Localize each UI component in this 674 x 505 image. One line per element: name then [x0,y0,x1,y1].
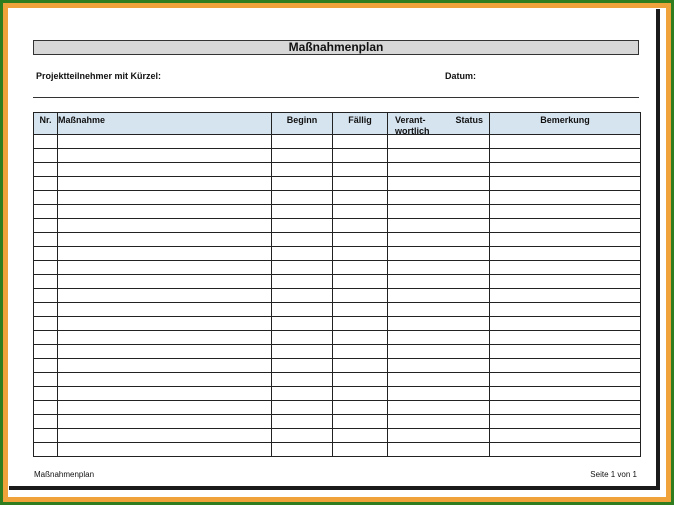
cell-nr[interactable] [34,317,58,331]
cell-faellig[interactable] [333,247,388,261]
cell-verantwortlich-status[interactable] [388,303,490,317]
cell-faellig[interactable] [333,233,388,247]
cell-verantwortlich-status[interactable] [388,331,490,345]
table-row [34,443,641,457]
cell-verantwortlich-status[interactable] [388,289,490,303]
cell-verantwortlich-status[interactable] [388,177,490,191]
cell-bemerkung[interactable] [490,429,641,443]
cell-bemerkung[interactable] [490,289,641,303]
cell-verantwortlich-status[interactable] [388,191,490,205]
table-row [34,205,641,219]
header-status: Status [455,115,483,125]
table-row [34,373,641,387]
cell-beginn[interactable] [272,177,333,191]
cell-massnahme[interactable] [58,219,272,233]
cell-massnahme[interactable] [58,359,272,373]
cell-nr[interactable] [34,345,58,359]
table-row [34,317,641,331]
cell-massnahme[interactable] [58,415,272,429]
cell-massnahme[interactable] [58,247,272,261]
cell-verantwortlich-status[interactable] [388,149,490,163]
cell-nr[interactable] [34,233,58,247]
table-row [34,429,641,443]
cell-faellig[interactable] [333,177,388,191]
header-faellig: Fällig [333,113,388,135]
cell-faellig[interactable] [333,135,388,149]
cell-bemerkung[interactable] [490,219,641,233]
cell-faellig[interactable] [333,401,388,415]
table-row [34,163,641,177]
cell-massnahme[interactable] [58,163,272,177]
table-row [34,359,641,373]
table-header-row [34,113,641,135]
cell-faellig[interactable] [333,443,388,457]
header-verantwortlich: Verant- wortlich [395,115,430,136]
cell-nr[interactable] [34,387,58,401]
cell-massnahme[interactable] [58,191,272,205]
cell-faellig[interactable] [333,191,388,205]
cell-verantwortlich-status[interactable] [388,429,490,443]
cell-nr[interactable] [34,135,58,149]
cell-nr[interactable] [34,359,58,373]
cell-faellig[interactable] [333,429,388,443]
cell-faellig[interactable] [333,289,388,303]
cell-faellig[interactable] [333,303,388,317]
cell-beginn[interactable] [272,261,333,275]
cell-massnahme[interactable] [58,345,272,359]
cell-nr[interactable] [34,401,58,415]
table-body [34,135,641,457]
cell-verantwortlich-status[interactable] [388,415,490,429]
cell-nr[interactable] [34,205,58,219]
table-row [34,177,641,191]
action-plan-table [33,112,641,457]
cell-beginn[interactable] [272,359,333,373]
cell-bemerkung[interactable] [490,177,641,191]
cell-verantwortlich-status[interactable] [388,317,490,331]
cell-faellig[interactable] [333,149,388,163]
cell-faellig[interactable] [333,275,388,289]
cell-massnahme[interactable] [58,401,272,415]
table-row [34,289,641,303]
cell-bemerkung[interactable] [490,387,641,401]
cell-verantwortlich-status[interactable] [388,219,490,233]
cell-massnahme[interactable] [58,233,272,247]
cell-nr[interactable] [34,429,58,443]
header-nr: Nr. [34,113,58,135]
cell-verantwortlich-status[interactable] [388,261,490,275]
cell-beginn[interactable] [272,233,333,247]
cell-nr[interactable] [34,219,58,233]
cell-verantwortlich-status[interactable] [388,275,490,289]
cell-massnahme[interactable] [58,303,272,317]
cell-nr[interactable] [34,275,58,289]
table-row [34,303,641,317]
cell-bemerkung[interactable] [490,331,641,345]
table-row [34,149,641,163]
separator-line [33,97,639,98]
cell-nr[interactable] [34,289,58,303]
cell-bemerkung[interactable] [490,205,641,219]
cell-faellig[interactable] [333,373,388,387]
header-bemerkung: Bemerkung [490,113,641,135]
cell-verantwortlich-status[interactable] [388,373,490,387]
cell-faellig[interactable] [333,331,388,345]
cell-verantwortlich-status[interactable] [388,233,490,247]
cell-verantwortlich-status[interactable] [388,387,490,401]
cell-massnahme[interactable] [58,331,272,345]
cell-bemerkung[interactable] [490,373,641,387]
cell-bemerkung[interactable] [490,303,641,317]
cell-massnahme[interactable] [58,429,272,443]
cell-bemerkung[interactable] [490,317,641,331]
table-row [34,387,641,401]
cell-bemerkung[interactable] [490,345,641,359]
cell-beginn[interactable] [272,275,333,289]
table-row [34,415,641,429]
cell-bemerkung[interactable] [490,261,641,275]
cell-nr[interactable] [34,373,58,387]
cell-beginn[interactable] [272,387,333,401]
cell-beginn[interactable] [272,415,333,429]
table-row [34,247,641,261]
cell-beginn[interactable] [272,247,333,261]
cell-nr[interactable] [34,303,58,317]
cell-beginn[interactable] [272,401,333,415]
date-label: Datum: [445,71,476,81]
cell-nr[interactable] [34,331,58,345]
cell-verantwortlich-status[interactable] [388,247,490,261]
table-row [34,219,641,233]
cell-massnahme[interactable] [58,149,272,163]
footer-page-number: Seite 1 von 1 [590,470,637,479]
cell-nr[interactable] [34,191,58,205]
cell-beginn[interactable] [272,135,333,149]
cell-bemerkung[interactable] [490,247,641,261]
cell-faellig[interactable] [333,317,388,331]
header-massnahme: Maßnahme [58,113,272,135]
table-row [34,331,641,345]
cell-beginn[interactable] [272,219,333,233]
document-page [9,9,660,490]
cell-nr[interactable] [34,177,58,191]
cell-nr[interactable] [34,415,58,429]
cell-beginn[interactable] [272,205,333,219]
cell-faellig[interactable] [333,219,388,233]
cell-verantwortlich-status[interactable] [388,163,490,177]
cell-bemerkung[interactable] [490,163,641,177]
cell-beginn[interactable] [272,373,333,387]
cell-bemerkung[interactable] [490,443,641,457]
table-row [34,191,641,205]
cell-beginn[interactable] [272,149,333,163]
cell-massnahme[interactable] [58,275,272,289]
cell-bemerkung[interactable] [490,233,641,247]
cell-massnahme[interactable] [58,177,272,191]
cell-beginn[interactable] [272,317,333,331]
cell-beginn[interactable] [272,303,333,317]
table-row [34,135,641,149]
cell-verantwortlich-status[interactable] [388,401,490,415]
table-row [34,233,641,247]
cell-faellig[interactable] [333,345,388,359]
cell-faellig[interactable] [333,359,388,373]
header-beginn: Beginn [272,113,333,135]
cell-nr[interactable] [34,163,58,177]
cell-bemerkung[interactable] [490,191,641,205]
cell-massnahme[interactable] [58,387,272,401]
cell-beginn[interactable] [272,443,333,457]
cell-faellig[interactable] [333,415,388,429]
cell-faellig[interactable] [333,261,388,275]
table-row [34,401,641,415]
cell-massnahme[interactable] [58,289,272,303]
cell-massnahme[interactable] [58,205,272,219]
cell-bemerkung[interactable] [490,275,641,289]
cell-massnahme[interactable] [58,443,272,457]
cell-bemerkung[interactable] [490,401,641,415]
cell-beginn[interactable] [272,345,333,359]
cell-beginn[interactable] [272,191,333,205]
cell-verantwortlich-status[interactable] [388,345,490,359]
cell-beginn[interactable] [272,331,333,345]
footer-title: Maßnahmenplan [34,470,95,479]
header-verantwortlich-status [388,113,490,135]
cell-faellig[interactable] [333,163,388,177]
cell-nr[interactable] [34,247,58,261]
table-row [34,275,641,289]
cell-nr[interactable] [34,261,58,275]
cell-verantwortlich-status[interactable] [388,443,490,457]
cell-beginn[interactable] [272,163,333,177]
cell-faellig[interactable] [333,205,388,219]
participants-label: Projektteilnehmer mit Kürzel: [36,71,162,81]
cell-massnahme[interactable] [58,261,272,275]
cell-bemerkung[interactable] [490,359,641,373]
cell-massnahme[interactable] [58,317,272,331]
cell-beginn[interactable] [272,289,333,303]
cell-verantwortlich-status[interactable] [388,359,490,373]
table-row [34,345,641,359]
cell-nr[interactable] [34,149,58,163]
cell-verantwortlich-status[interactable] [388,205,490,219]
cell-nr[interactable] [34,443,58,457]
cell-beginn[interactable] [272,429,333,443]
cell-bemerkung[interactable] [490,149,641,163]
cell-massnahme[interactable] [58,135,272,149]
cell-bemerkung[interactable] [490,135,641,149]
document-title: Maßnahmenplan [33,40,639,55]
cell-faellig[interactable] [333,387,388,401]
table-row [34,261,641,275]
cell-bemerkung[interactable] [490,415,641,429]
cell-massnahme[interactable] [58,373,272,387]
